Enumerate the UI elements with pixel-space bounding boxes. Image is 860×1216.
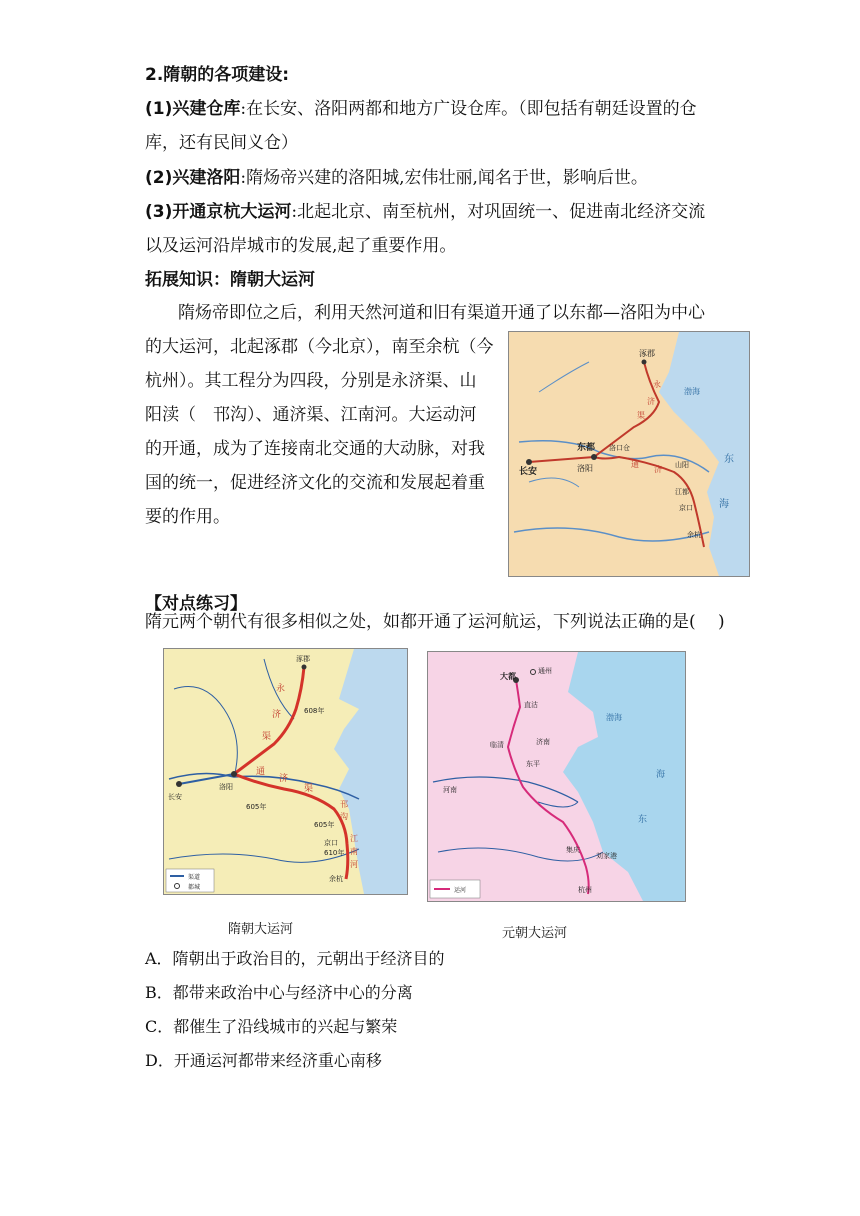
item-2-text: :隋炀帝兴建的洛阳城,宏伟壮丽,闻名于世，影响后世。 (240, 168, 648, 188)
extension-line-4: 阳渎（ 邗沟）、通济渠、江南河。大运动河 (145, 405, 477, 425)
item-1-cont: 库，还有民间义仓） (145, 133, 298, 153)
yuan-label-dadu: 大都 (500, 672, 516, 681)
item-3 (145, 204, 705, 221)
map-label-hai: 海 (719, 499, 729, 510)
map-label-ji2: 济 (654, 465, 662, 474)
yuan-label-bohai: 渤海 (606, 713, 622, 722)
sui-label-ji2: 济 (279, 774, 289, 784)
item-3-label: (3)开通京杭大运河 (145, 202, 292, 222)
item-1-text: :在长安、洛阳两都和地方广设仓库。（即包括有朝廷设置的仓 (240, 99, 697, 119)
sui-label-608: 608年 (304, 707, 325, 715)
yuan-label-hai: 海 (656, 770, 666, 780)
map-label-tong: 通 (631, 460, 639, 469)
map-label-dong: 东 (724, 454, 734, 465)
sui-label-610: 610年 (324, 849, 345, 857)
yuan-label-linqing: 临清 (490, 741, 504, 749)
item-1-label: (1)兴建仓库 (145, 99, 241, 119)
item-2 (145, 170, 648, 187)
sui-legend-canal: 渠道 (188, 874, 201, 881)
sui-label-yong: 永 (276, 684, 286, 694)
item-2-label: (2)兴建洛阳 (145, 168, 241, 188)
sui-label-605: 605年 (246, 803, 267, 811)
yuan-legend: 运河 (454, 887, 467, 894)
sui-canal-map-svg (164, 649, 407, 894)
yuan-canal-map (427, 651, 686, 902)
extension-line-5: 的开通，成为了连接南北交通的大动脉，对我 (145, 439, 485, 459)
yuan-canal-map-svg (428, 652, 685, 901)
map-label-dongdu: 东都 (577, 443, 596, 453)
yuan-label-hangzhou: 杭州 (578, 886, 592, 894)
sui-canal-map (163, 648, 408, 895)
sui-label-jingkou: 京口 (324, 839, 338, 847)
map-label-luokoucang: 洛口仓 (609, 444, 630, 452)
sui-label-han: 邗 (340, 800, 348, 809)
map-label-jiangdu: 江都 (675, 488, 689, 496)
extension-line-1: 隋炀帝即位之后，利用天然河道和旧有渠道开通了以东都—洛阳为中心 (178, 303, 705, 323)
sui-label-yuhang: 余杭 (329, 875, 343, 883)
sui-label-luoyang: 洛阳 (219, 783, 233, 791)
extension-line-7: 要的作用。 (145, 507, 230, 527)
map-label-luoyang: 洛阳 (577, 464, 593, 473)
yuan-label-zhigu: 直沽 (524, 701, 538, 709)
practice-heading: 【对点练习】 (145, 594, 247, 614)
sui-label-zhuojun: 涿郡 (296, 655, 310, 663)
map-label-jingkou: 京口 (679, 504, 693, 512)
yuan-label-henan: 河南 (443, 786, 457, 794)
item-1 (145, 101, 697, 118)
extension-line-2: 的大运河，北起涿郡（今北京），南至余杭（今 (145, 337, 494, 357)
option-a: A．隋朝出于政治目的，元朝出于经济目的 (145, 949, 445, 968)
sui-label-qu2: 渠 (304, 784, 314, 794)
sui-canal-map-small-svg (509, 332, 749, 576)
yuan-label-jinan: 济南 (536, 738, 550, 746)
sui-label-tong: 通 (256, 767, 266, 777)
yuan-label-dong: 东 (638, 815, 648, 825)
option-c: C．都催生了沿线城市的兴起与繁荣 (145, 1017, 398, 1036)
sui-label-605b: 605年 (314, 821, 335, 829)
sui-label-jiang: 江 (350, 834, 358, 843)
sui-label-gou: 沟 (340, 812, 348, 821)
sui-label-changan: 长安 (168, 793, 182, 801)
map-label-shanyang: 山阳 (675, 461, 689, 469)
option-b: B．都带来政治中心与经济中心的分离 (145, 983, 413, 1002)
map-label-qu: 渠 (637, 411, 645, 420)
sui-label-nan: 南 (350, 847, 358, 856)
map-label-bohai: 渤海 (684, 387, 700, 396)
sui-label-qu: 渠 (262, 732, 272, 742)
extension-line-6: 国的统一，促进经济文化的交流和发展起着重 (145, 473, 485, 493)
sui-label-he: 河 (350, 860, 358, 869)
sui-canal-map-small (508, 331, 750, 577)
map-label-yong: 永 (653, 380, 661, 389)
item-3-text: :北起北京、南至杭州，对巩固统一、促进南北经济交流 (291, 202, 706, 222)
map-label-changan: 长安 (519, 467, 538, 477)
yuan-label-liujiagang: 刘家港 (596, 852, 617, 860)
sui-legend-city: 都城 (188, 884, 201, 891)
yuan-label-dongping: 东平 (526, 760, 540, 768)
sui-map-caption: 隋朝大运河 (228, 922, 294, 937)
sui-label-ji: 济 (272, 710, 282, 720)
yuan-label-jiqing: 集庆 (566, 846, 580, 854)
extension-heading: 拓展知识：隋朝大运河 (145, 270, 315, 290)
item-3-cont: 以及运河沿岸城市的发展,起了重要作用。 (145, 236, 457, 256)
yuan-map-caption: 元朝大运河 (502, 926, 568, 941)
map-label-ji: 济 (647, 397, 655, 406)
map-label-zhuojun: 涿郡 (639, 349, 655, 358)
yuan-label-tongzhou: 通州 (538, 667, 552, 675)
section-heading: 2.隋朝的各项建设: (145, 65, 290, 85)
extension-line-3: 杭州）。其工程分为四段，分别是永济渠、山 (145, 371, 477, 391)
practice-question: 隋元两个朝代有很多相似之处，如都开通了运河航运，下列说法正确的是( ) (145, 612, 725, 632)
option-d: D．开通运河都带来经济重心南移 (145, 1051, 382, 1070)
map-label-yuhang: 余杭 (687, 531, 701, 539)
